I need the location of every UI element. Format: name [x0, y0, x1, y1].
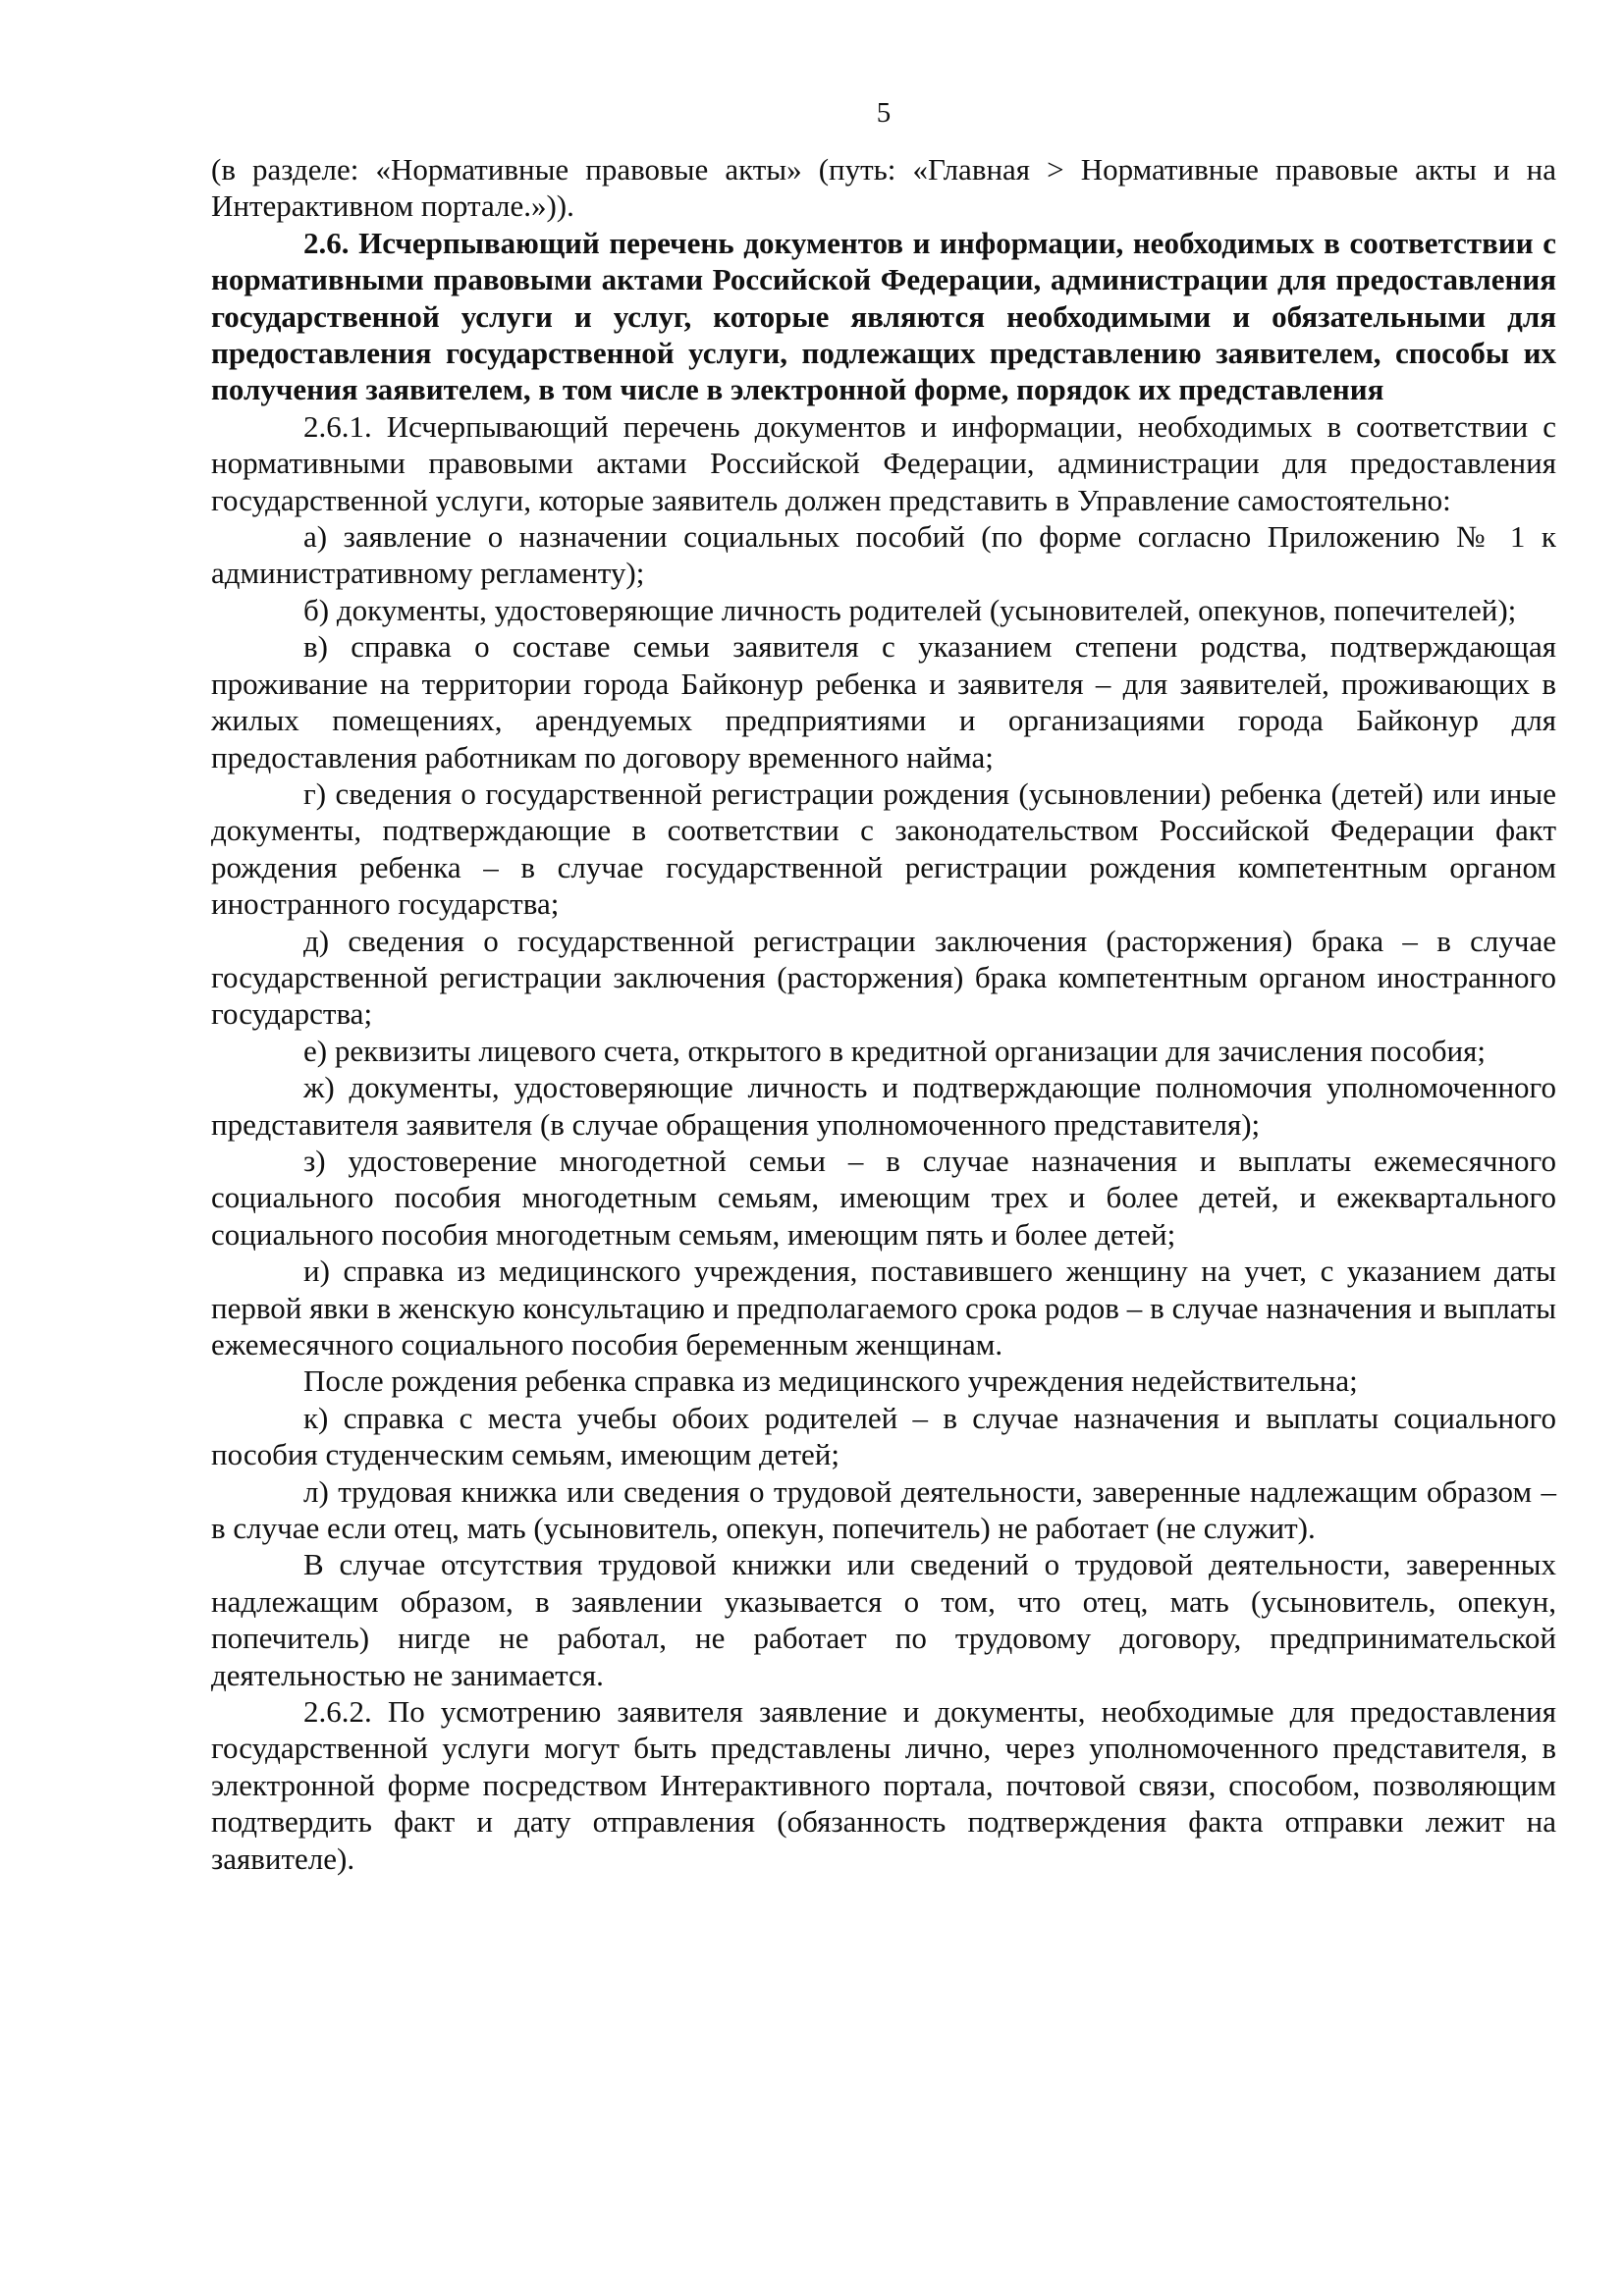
- list-item-g: г) сведения о государственной регистрации рождения (усыновлении) ребенка (детей) или иные документы, подтверждающие в соответствии с законодательством Российской Федерации факт рождения ребенка – в случае государственной регистрации рождения компетентным органом иностранного государства;: [211, 775, 1556, 922]
- page-number: 5: [876, 97, 892, 129]
- paragraph-absence-note: В случае отсутствия трудовой книжки или сведений о трудовой деятельности, заверенных надлежащим образом, в заявлении указывается о том, что отец, мать (усыновитель, опекун, попечитель) нигде не работал, не работает по трудовому договору, предпринимательской деятельностью не занимается.: [211, 1547, 1556, 1692]
- list-item-zh: ж) документы, удостоверяющие личность и подтверждающие полномочия уполномоченного представителя заявителя (в случае обращения уполномоченного представителя);: [211, 1070, 1556, 1142]
- list-item-b: б) документы, удостоверяющие личность родителей (усыновителей, опекунов, попечителей);: [303, 592, 1517, 627]
- paragraph-note: После рождения ребенка справка из медицинского учреждения недействительна;: [303, 1363, 1358, 1399]
- paragraph-continuation: (в разделе: «Нормативные правовые акты» (путь: «Главная > Нормативные правовые акты и на Интерактивном портале.»)).: [211, 152, 1556, 224]
- list-item-i: и) справка из медицинского учреждения, поставившего женщину на учет, с указанием даты первой явки в женскую консультацию и предполагаемого срока родов – в случае назначения и выплаты ежемесячного социального пособия беременным женщинам.: [211, 1254, 1556, 1362]
- list-item-d: д) сведения о государственной регистрации заключения (расторжения) брака – в случае государственной регистрации заключения (расторжения) брака компетентным органом иностранного государства;: [211, 923, 1556, 1032]
- list-item-k: к) справка с места учебы обоих родителей – в случае назначения и выплаты социального пособия студенческим семьям, имеющим детей;: [211, 1400, 1556, 1472]
- list-item-z: з) удостоверение многодетной семьи – в случае назначения и выплаты ежемесячного социального пособия многодетным семьям, имеющим трех и более детей, и ежеквартального социального пособия многодетным семьям, имеющим пять и более детей;: [211, 1143, 1556, 1252]
- list-item-a: а) заявление о назначении социальных пособий (по форме согласно Приложению № 1 к административному регламенту);: [211, 519, 1556, 591]
- document-body: [211, 151, 1556, 1877]
- section-heading-2-6: 2.6. Исчерпывающий перечень документов и информации, необходимых в соответствии с нормативными правовыми актами Российской Федерации, администрации для предоставления государственной услуги и услуг, которые являются необходимыми и обязательными для предоставления государственной услуги, подлежащих представлению заявителем, способы их получения заявителем, в том числе в электронной форме, порядок их представления: [211, 225, 1556, 407]
- list-item-e: е) реквизиты лицевого счета, открытого в кредитной организации для зачисления пособия;: [303, 1033, 1486, 1068]
- list-item-l: л) трудовая книжка или сведения о трудовой деятельности, заверенные надлежащим образом – в случае если отец, мать (усыновитель, опекун, попечитель) не работает (не служит).: [211, 1473, 1556, 1546]
- paragraph-2-6-1: 2.6.1. Исчерпывающий перечень документов и информации, необходимых в соответствии с нормативными правовыми актами Российской Федерации, администрации для предоставления государственной услуги, которые заявитель должен представить в Управление самостоятельно:: [211, 408, 1556, 517]
- list-item-v: в) справка о составе семьи заявителя с указанием степени родства, подтверждающая проживание на территории города Байконур ребенка и заявителя – для заявителей, проживающих в жилых помещениях, арендуемых предприятиями и организациями города Байконур для предоставления работникам по договору временного найма;: [211, 629, 1556, 774]
- paragraph-2-6-2: 2.6.2. По усмотрению заявителя заявление и документы, необходимые для предоставления государственной услуги могут быть представлены лично, через уполномоченного представителя, в электронной форме посредством Интерактивного портала, почтовой связи, способом, позволяющим подтвердить факт и дату отправления (обязанность подтверждения факта отправки лежит на заявителе).: [211, 1694, 1556, 1876]
